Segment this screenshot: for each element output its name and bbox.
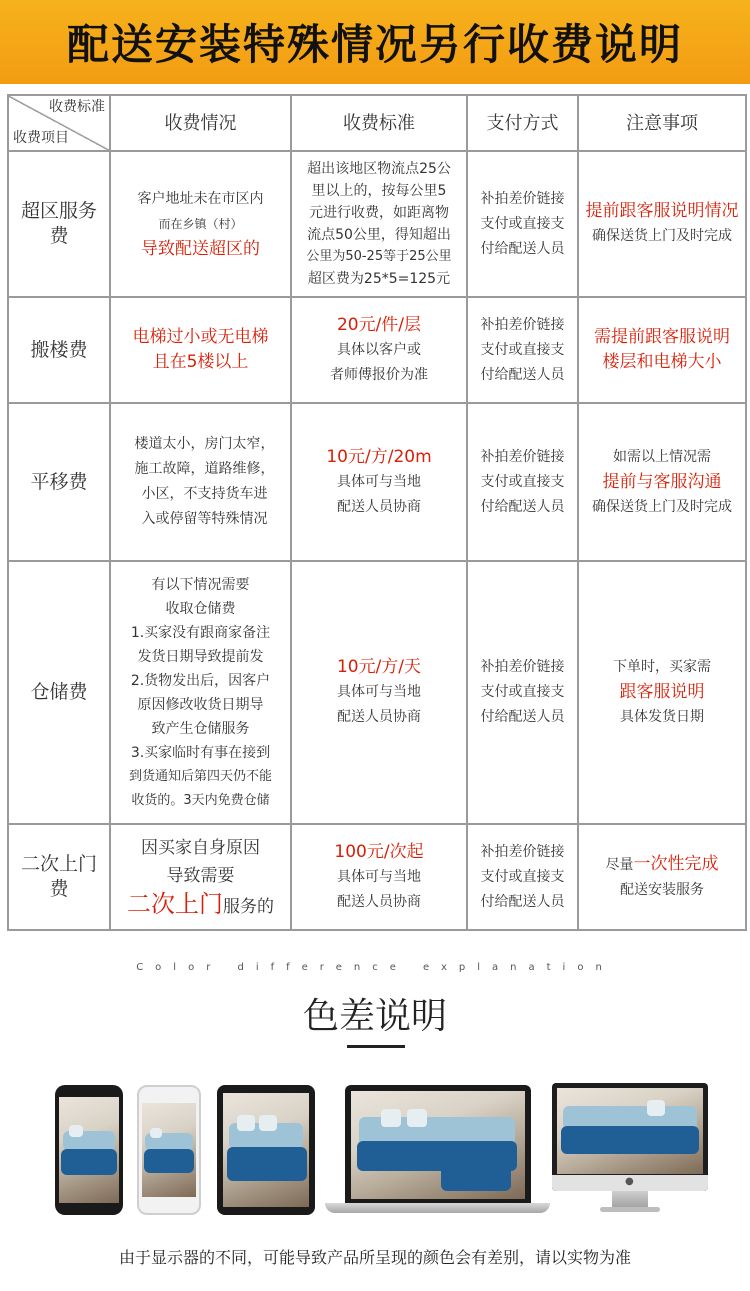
fee-payment — [467, 561, 578, 824]
fee-situation — [110, 297, 291, 403]
situation-line: 收货的。3天内免费仓储 — [131, 792, 270, 808]
fee-notes — [578, 297, 746, 403]
fee-payment — [467, 297, 578, 403]
payment-line: 支付或直接支 — [480, 684, 565, 700]
notes-line: 如需以上情况需 — [613, 448, 711, 465]
fee-item: 平移费 — [8, 403, 110, 561]
table-row — [8, 151, 746, 297]
standard-line: 元进行收费，如距离物 — [309, 205, 449, 221]
standard-line: 者师傅报价为准 — [330, 366, 428, 383]
color-difference-note: 由于显示器的不同，可能导致产品所呈现的颜色会有差别，请以实物为准 — [118, 1248, 631, 1267]
notes-line: 提前跟客服说明情况 — [585, 201, 739, 221]
situation-line: 致产生仓储服务 — [151, 720, 250, 737]
fee-item: 仓储费 — [8, 561, 110, 824]
situation-line: 发货日期导致提前发 — [137, 648, 264, 665]
payment-line: 补拍差价链接 — [480, 659, 565, 675]
notes-line: 配送安装服务 — [620, 881, 704, 898]
sofa-photo — [351, 1091, 525, 1199]
notes-line: 跟客服说明 — [619, 682, 705, 702]
situation-line: 楼道太小，房门太窄， — [134, 436, 275, 452]
fee-notes — [578, 151, 746, 297]
situation-line: 施工故障，道路维修， — [134, 461, 275, 477]
standard-line: 配送人员协商 — [337, 498, 421, 515]
notes-line: 楼层和电梯大小 — [602, 352, 722, 372]
phone-white-device — [137, 1085, 201, 1215]
payment-line: 付给配送人员 — [480, 709, 565, 725]
payment-line: 补拍差价链接 — [480, 843, 565, 860]
payment-line: 付给配送人员 — [480, 240, 565, 257]
fee-item: 超区服务费 — [8, 151, 110, 297]
notes-line: 需提前跟客服说明 — [594, 327, 730, 347]
payment-line: 支付或直接支 — [480, 868, 565, 885]
payment-line: 付给配送人员 — [480, 893, 565, 910]
standard-line: 20元/件/层 — [336, 314, 422, 335]
standard-line: 超出该地区物流点25公 — [307, 161, 451, 177]
fee-standard — [291, 561, 467, 824]
payment-line: 支付或直接支 — [480, 215, 565, 232]
standard-line: 流点50公里，得知超出 — [307, 227, 451, 243]
situation-line: 导致需要 — [166, 865, 235, 886]
laptop-device — [325, 1085, 550, 1215]
fee-situation — [110, 824, 291, 930]
standard-line: 具体以客户或 — [337, 341, 421, 358]
device-comparison-image — [0, 1080, 750, 1220]
standard-line: 具体可与当地 — [337, 868, 421, 885]
standard-line: 配送人员协商 — [337, 893, 421, 910]
fee-notes — [578, 824, 746, 930]
fee-standard — [291, 297, 467, 403]
fee-item: 二次上门费 — [8, 824, 110, 930]
sofa-photo — [59, 1097, 119, 1203]
situation-line: 因买家自身原因 — [141, 837, 260, 858]
page-title: 配送安装特殊情况另行收费说明 — [66, 20, 683, 69]
situation-line: 有以下情况需要 — [151, 576, 250, 593]
standard-line: 10元/方/20m — [326, 446, 432, 467]
fee-standard — [291, 403, 467, 561]
fee-situation — [110, 151, 291, 297]
section-divider — [347, 1045, 405, 1048]
section-title: 色差说明 — [302, 996, 447, 1037]
header-notes: 注意事项 — [578, 95, 746, 151]
desktop-monitor-device — [552, 1083, 708, 1215]
payment-line: 支付或直接支 — [480, 473, 565, 490]
payment-line: 补拍差价链接 — [480, 316, 565, 333]
table-row — [8, 403, 746, 561]
standard-line: 具体可与当地 — [337, 684, 421, 700]
situation-highlight: 二次上门 — [127, 889, 223, 918]
fee-standard — [291, 151, 467, 297]
notes-highlight: 一次性完成 — [633, 853, 719, 874]
table-row — [8, 824, 746, 930]
situation-line: 收取仓储费 — [165, 600, 236, 617]
situation-line: 3.买家临时有事在接到 — [130, 744, 271, 761]
situation-suffix: 服务的 — [223, 896, 274, 917]
situation-line: 1.买家没有跟商家备注 — [130, 624, 271, 641]
situation-line: 且在5楼以上 — [152, 352, 249, 372]
standard-line: 里以上的，按每公里5 — [311, 183, 447, 199]
corner-label-standard: 收费标准 — [49, 99, 105, 115]
situation-line — [115, 890, 286, 921]
sofa-photo — [557, 1088, 703, 1174]
payment-line: 补拍差价链接 — [480, 448, 565, 465]
notes-prefix: 尽量 — [605, 856, 634, 873]
situation-line: 客户地址未在市区内 — [137, 190, 264, 207]
table-row — [8, 297, 746, 403]
standard-line: 公里为50-25等于25公里 — [306, 249, 452, 264]
fee-standard — [291, 824, 467, 930]
payment-line: 付给配送人员 — [480, 498, 565, 515]
fee-situation — [110, 403, 291, 561]
notes-line: 下单时，买家需 — [613, 659, 711, 675]
situation-line: 原因修改收货日期导 — [137, 696, 264, 713]
corner-cell — [8, 95, 110, 151]
section-subtitle-en: Color difference explanation — [136, 962, 614, 973]
header-payment: 支付方式 — [467, 95, 578, 151]
notes-line: 提前与客服沟通 — [602, 471, 722, 492]
sofa-photo — [142, 1103, 196, 1197]
situation-line: 2.货物发出后，因客户 — [130, 672, 271, 689]
header-standard: 收费标准 — [291, 95, 467, 151]
tablet-device — [217, 1085, 315, 1215]
standard-line: 具体可与当地 — [337, 473, 421, 490]
apple-logo-icon: ● — [625, 1176, 634, 1187]
corner-label-item: 收费项目 — [13, 130, 69, 146]
standard-line: 100元/次起 — [334, 841, 424, 862]
title-banner — [0, 0, 750, 84]
fee-notes — [578, 561, 746, 824]
sofa-photo — [223, 1093, 309, 1207]
situation-line: 入或停留等特殊情况 — [141, 511, 268, 527]
notes-line: 确保送货上门及时完成 — [592, 498, 732, 515]
fee-payment — [467, 151, 578, 297]
table-row — [8, 561, 746, 824]
fee-payment — [467, 403, 578, 561]
situation-line: 而在乡镇（村） — [158, 216, 243, 231]
fee-notes — [578, 403, 746, 561]
situation-line: 到货通知后第四天仍不能 — [128, 768, 272, 784]
payment-line: 付给配送人员 — [480, 366, 565, 383]
fee-table — [7, 94, 747, 931]
standard-line: 配送人员协商 — [337, 709, 421, 725]
notes-line: 确保送货上门及时完成 — [592, 228, 732, 244]
standard-line: 10元/方/天 — [336, 657, 422, 677]
header-situation: 收费情况 — [110, 95, 291, 151]
fee-situation — [110, 561, 291, 824]
standard-line: 超区费为25*5=125元 — [307, 271, 451, 287]
table-header-row — [8, 95, 746, 151]
situation-line: 小区，不支持货车进 — [141, 486, 268, 502]
notes-line: 具体发货日期 — [620, 709, 704, 725]
phone-dark-device — [55, 1085, 123, 1215]
payment-line: 补拍差价链接 — [480, 190, 565, 207]
fee-item: 搬楼费 — [8, 297, 110, 403]
fee-payment — [467, 824, 578, 930]
notes-line — [583, 852, 741, 878]
situation-line: 导致配送超区的 — [141, 238, 260, 259]
situation-line: 电梯过小或无电梯 — [132, 327, 269, 347]
payment-line: 支付或直接支 — [480, 341, 565, 358]
